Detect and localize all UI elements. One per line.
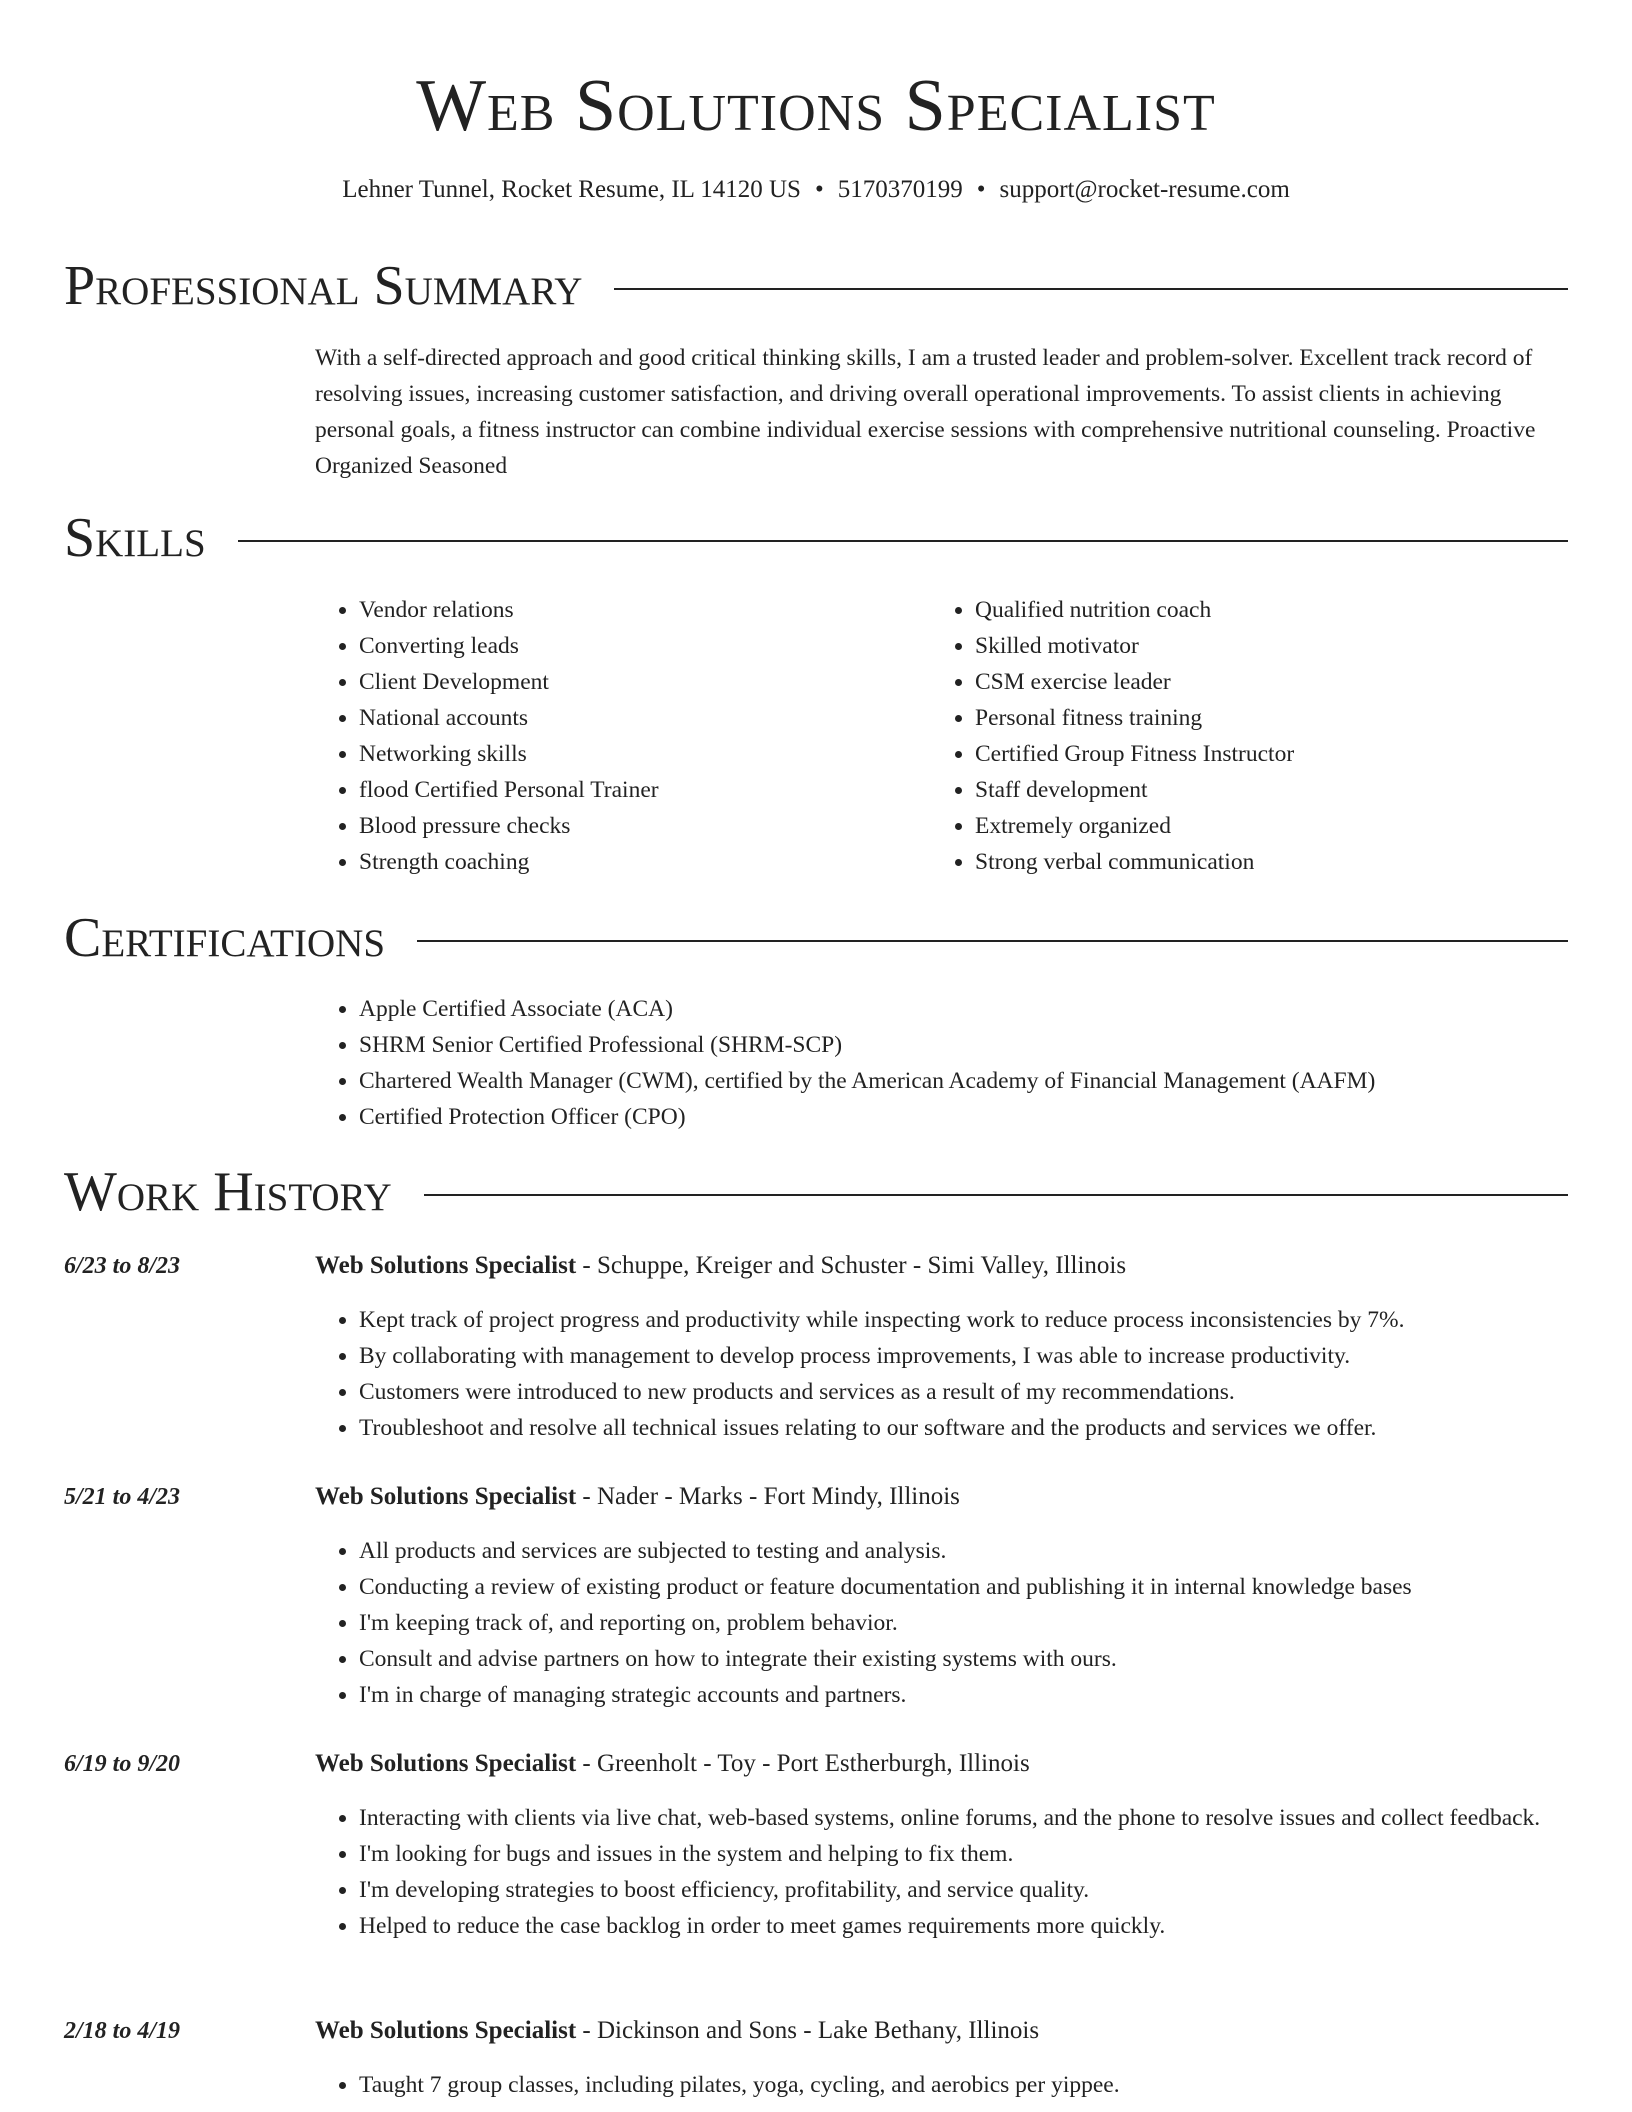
contact-separator: • xyxy=(976,176,986,203)
skill-item: • Blood pressure checks xyxy=(359,808,931,844)
duty-item: • I'm in charge of managing strategic accounts and partners. xyxy=(359,1677,1568,1713)
contact-email: support@rocket-resume.com xyxy=(999,176,1290,203)
job-dates: 2/18 to 4/19 xyxy=(64,2018,181,2044)
skill-item: • Skilled motivator xyxy=(975,628,1547,664)
section-divider xyxy=(614,288,1568,290)
job-title: Web Solutions Specialist xyxy=(315,1252,577,1279)
duty-item: • Kept track of project progress and productivity while inspecting work to reduce process inconsistencies by 7%. xyxy=(359,1302,1568,1338)
duty-item: • Helped to reduce the case backlog in order to meet games requirements more quickly. xyxy=(359,1908,1568,1944)
skill-item: • Networking skills xyxy=(359,736,931,772)
work-history-section-header xyxy=(64,1160,1568,1224)
duty-item: • Troubleshoot and resolve all technical issues relating to our software and the products and services we offer. xyxy=(359,1410,1568,1446)
skill-item: • Staff development xyxy=(975,772,1547,808)
skill-item: • Extremely organized xyxy=(975,808,1547,844)
job-title: Web Solutions Specialist xyxy=(315,2017,577,2044)
certification-item: • Certified Protection Officer (CPO) xyxy=(359,1099,1568,1135)
job-duties xyxy=(315,2067,1568,2103)
job-duties xyxy=(315,1533,1568,1713)
job-heading xyxy=(315,2013,1568,2049)
resume-name: Web Solutions Specialist xyxy=(416,65,1216,147)
contact-address: Lehner Tunnel, Rocket Resume, IL 14120 US xyxy=(342,176,801,203)
certifications-section-title: Certifications xyxy=(64,907,386,969)
skill-item: • Certified Group Fitness Instructor xyxy=(975,736,1547,772)
job-dates: 5/21 to 4/23 xyxy=(64,1484,181,1510)
duty-item: • Taught 7 group classes, including pilates, yoga, cycling, and aerobics per yippee. xyxy=(359,2067,1568,2103)
job-heading xyxy=(315,1248,1568,1284)
duty-item: • I'm keeping track of, and reporting on, problem behavior. xyxy=(359,1605,1568,1641)
duty-item: • Customers were introduced to new products and services as a result of my recommendations. xyxy=(359,1374,1568,1410)
skills-column-left xyxy=(315,592,931,880)
contact-separator: • xyxy=(814,176,824,203)
skills-section-title: Skills xyxy=(64,507,206,569)
duty-item: • Consult and advise partners on how to integrate their existing systems with ours. xyxy=(359,1641,1568,1677)
skill-item: • National accounts xyxy=(359,700,931,736)
duty-item: • Conducting a review of existing product or feature documentation and publishing it in internal knowledge bases xyxy=(359,1569,1568,1605)
job-title: Web Solutions Specialist xyxy=(315,1750,577,1777)
section-divider xyxy=(238,540,1568,542)
skill-item: • Strength coaching xyxy=(359,844,931,880)
skill-item: • Converting leads xyxy=(359,628,931,664)
certifications-section-header xyxy=(64,906,1568,970)
job-duties xyxy=(315,1800,1568,1944)
skill-item: • Personal fitness training xyxy=(975,700,1547,736)
contact-line xyxy=(0,172,1632,208)
job-title: Web Solutions Specialist xyxy=(315,1483,577,1510)
duty-item: • All products and services are subjected to testing and analysis. xyxy=(359,1533,1568,1569)
skill-item: • flood Certified Personal Trainer xyxy=(359,772,931,808)
section-divider xyxy=(417,940,1568,942)
skills-list xyxy=(315,592,1568,880)
duty-item: • By collaborating with management to develop process improvements, I was able to increase productivity. xyxy=(359,1338,1568,1374)
summary-text: With a self-directed approach and good critical thinking skills, I am a trusted leader and problem-solver. Excellent track record of resolving issues, increasing customer satisfaction, and driving overall operational improvements. To assist clients in achieving personal goals, a fitness instructor can combine individual exercise sessions with comprehensive nutritional counseling. Proactive Organized Seasoned xyxy=(315,345,1536,479)
job-heading xyxy=(315,1479,1568,1515)
skills-section-header xyxy=(64,506,1568,570)
skill-item: • CSM exercise leader xyxy=(975,664,1547,700)
duty-item: • Interacting with clients via live chat, web-based systems, online forums, and the phone to resolve issues and collect feedback. xyxy=(359,1800,1568,1836)
job-heading xyxy=(315,1746,1568,1782)
job-employer-location: - Nader - Marks - Fort Mindy, Illinois xyxy=(576,1483,960,1510)
work-history-section-title: Work History xyxy=(64,1161,392,1223)
contact-phone: 5170370199 xyxy=(837,176,963,203)
duty-item: • I'm developing strategies to boost efficiency, profitability, and service quality. xyxy=(359,1872,1568,1908)
skill-item: • Client Development xyxy=(359,664,931,700)
job-dates: 6/19 to 9/20 xyxy=(64,1751,181,1777)
duty-item: • I'm looking for bugs and issues in the system and helping to fix them. xyxy=(359,1836,1568,1872)
summary-section-header xyxy=(64,254,1568,318)
section-divider xyxy=(424,1194,1568,1196)
certification-item: • SHRM Senior Certified Professional (SHRM-SCP) xyxy=(359,1027,1568,1063)
job-employer-location: - Dickinson and Sons - Lake Bethany, Illinois xyxy=(576,2017,1040,2044)
skill-item: • Qualified nutrition coach xyxy=(975,592,1547,628)
job-dates: 6/23 to 8/23 xyxy=(64,1253,181,1279)
skill-item: • Strong verbal communication xyxy=(975,844,1547,880)
certification-item: • Chartered Wealth Manager (CWM), certified by the American Academy of Financial Management (AAFM) xyxy=(359,1063,1568,1099)
certifications-list xyxy=(315,991,1568,1135)
summary-section-title: Professional Summary xyxy=(64,255,583,317)
certification-item: • Apple Certified Associate (ACA) xyxy=(359,991,1568,1027)
skills-column-right xyxy=(931,592,1547,880)
job-employer-location: - Schuppe, Kreiger and Schuster - Simi Valley, Illinois xyxy=(576,1252,1127,1279)
job-employer-location: - Greenholt - Toy - Port Estherburgh, Illinois xyxy=(576,1750,1030,1777)
job-duties xyxy=(315,1302,1568,1446)
skill-item: • Vendor relations xyxy=(359,592,931,628)
